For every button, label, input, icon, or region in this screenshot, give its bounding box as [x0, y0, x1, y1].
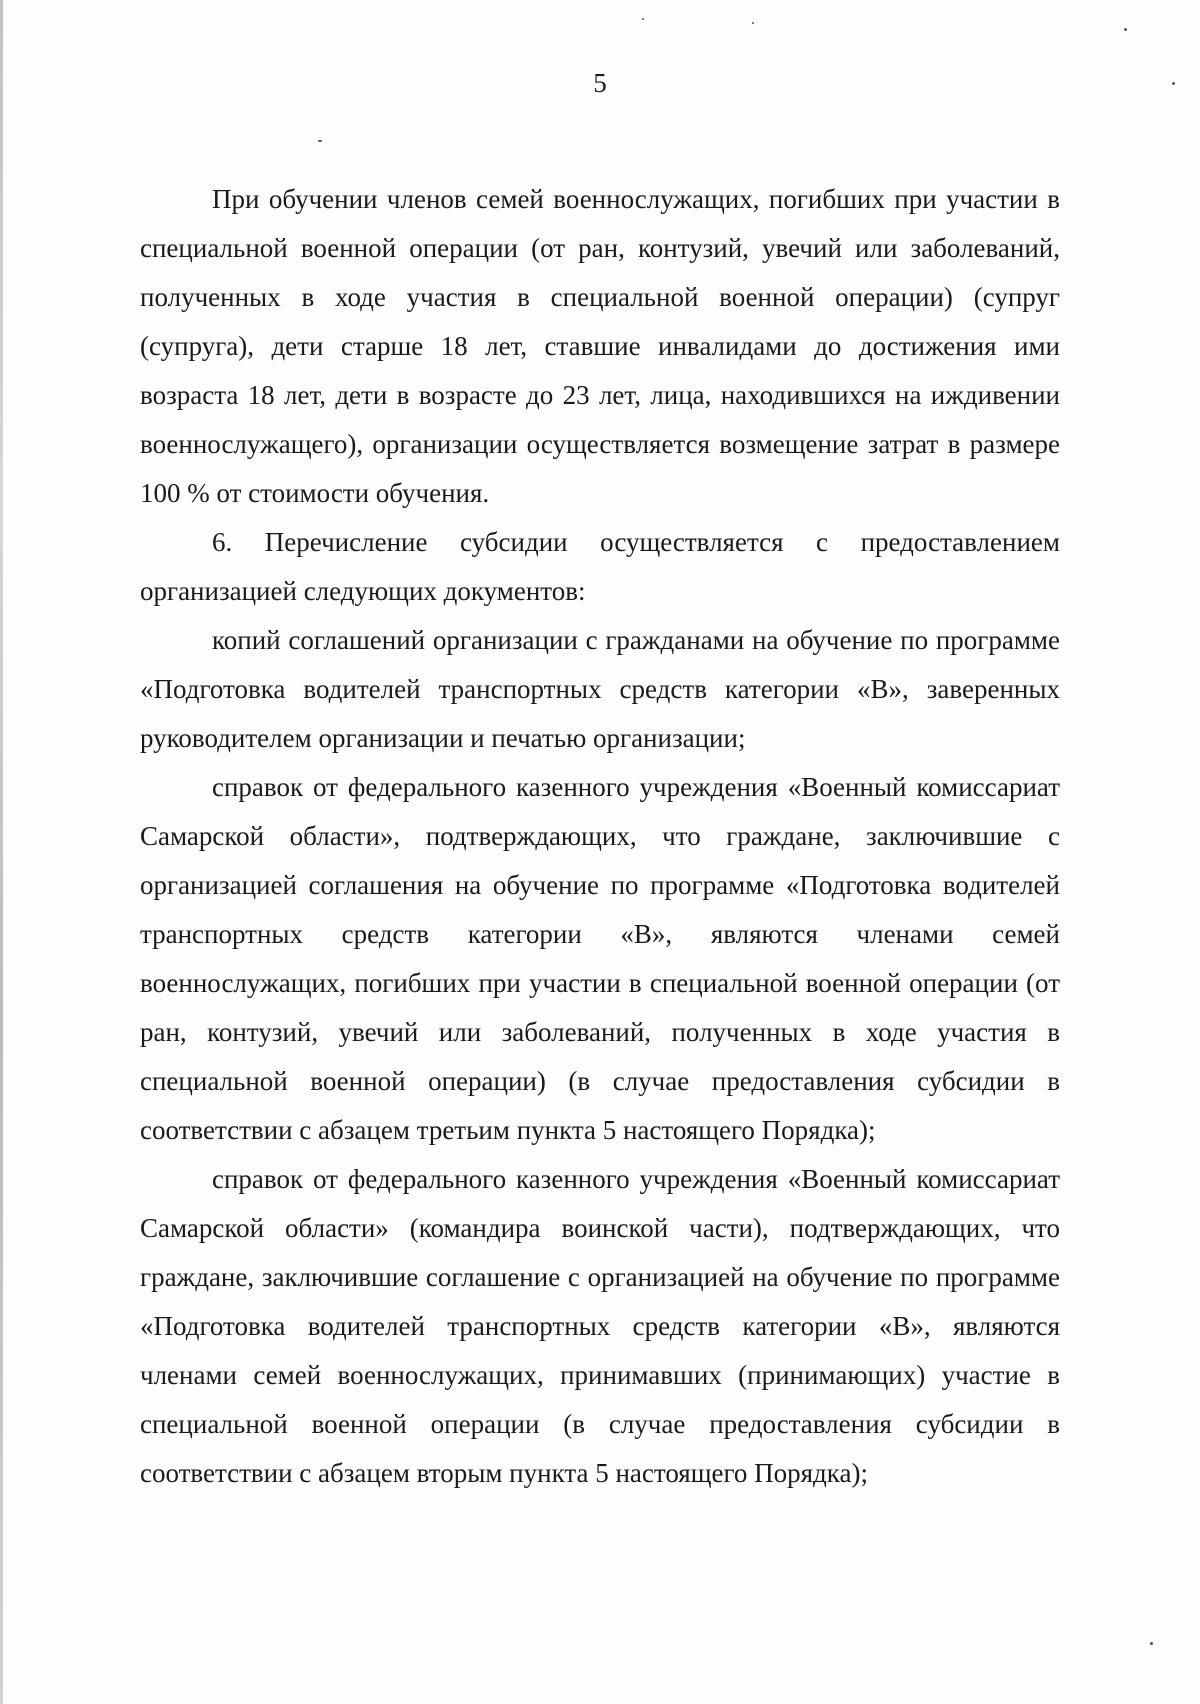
scan-speck: [642, 18, 644, 20]
paragraph-compensation: При обучении членов семей военнослужащих, погибших при участии в специальной военной операции (от ран, контузий, увечий или заболеваний, полученных в ходе участия в специальной военной операции) (супруг (супруга), дети старше 18 лет, ставшие инвалидами до достижения ими возраста 18 лет, дети в возрасте до 23 лет, лица, находившихся на иждивении военнослужащего), организации осуществляется возмещение затрат в размере 100 % от стоимости обучения.: [140, 184, 1060, 508]
scan-speck: [1150, 1642, 1153, 1645]
scan-speck: [1124, 28, 1127, 31]
scan-speck: [752, 22, 754, 24]
paragraph-item-6: 6. Перечисление субсидии осуществляется с предоставлением организацией следующих документов:: [140, 527, 1060, 606]
document-body: [140, 175, 1060, 1498]
scan-speck: [318, 140, 322, 142]
page-number: 5: [593, 68, 607, 98]
paragraph-certificates-participants: справок от федерального казенного учреждения «Военный комиссариат Самарской области» (командира воинской части), подтверждающих, что граждане, заключившие соглашение с организацией на обучение по программе «Подготовка водителей транспортных средств категории «В», являются членами семей военнослужащих, принимавших (принимающих) участие в специальной военной операции (в случае предоставления субсидии в соответствии с абзацем вторым пункта 5 настоящего Порядка);: [140, 1164, 1060, 1488]
scan-speck: [1172, 82, 1175, 85]
scan-edge: [0, 0, 3, 1704]
paragraph-certificates-deceased: справок от федерального казенного учреждения «Военный комиссариат Самарской области», подтверждающих, что граждане, заключившие с организацией соглашения на обучение по программе «Подготовка водителей транспортных средств категории «В», являются членами семей военнослужащих, погибших при участии в специальной военной операции (от ран, контузий, увечий или заболеваний, полученных в ходе участия в специальной военной операции) (в случае предоставления субсидии в соответствии с абзацем третьим пункта 5 настоящего Порядка);: [140, 772, 1060, 1145]
paragraph-agreement-copies: копий соглашений организации с гражданами на обучение по программе «Подготовка водителей транспортных средств категории «В», заверенных руководителем организации и печатью организации;: [140, 625, 1060, 753]
